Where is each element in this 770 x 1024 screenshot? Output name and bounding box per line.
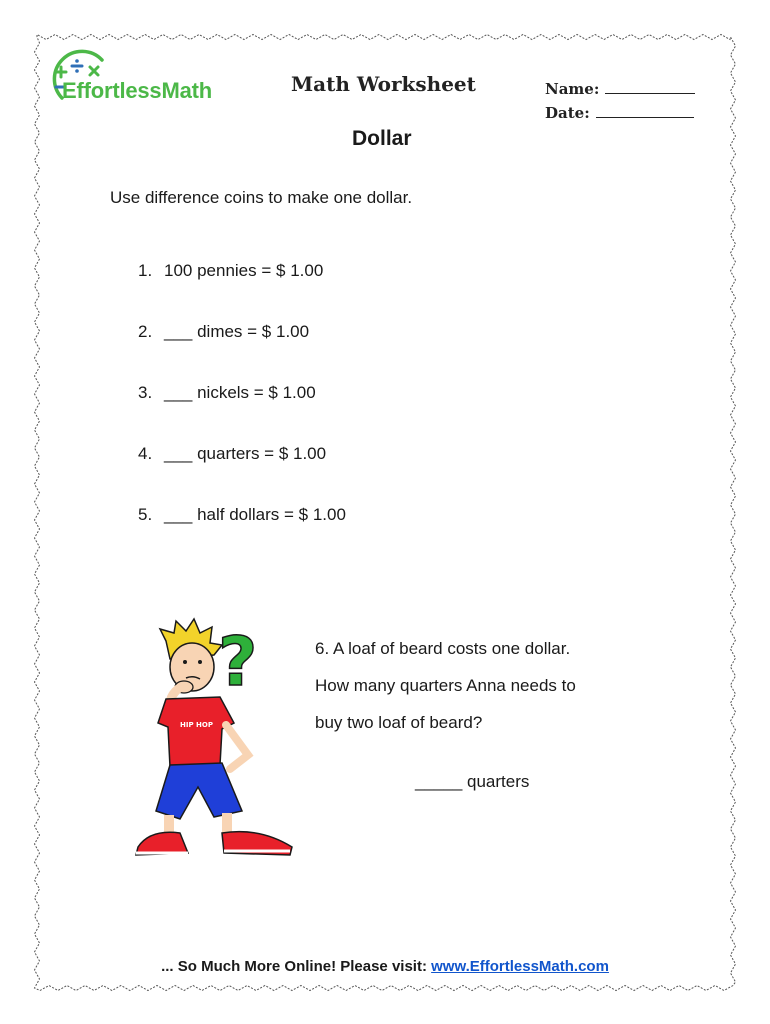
problem-number: 4. — [138, 444, 153, 463]
name-blank — [605, 81, 695, 94]
date-blank — [596, 105, 694, 118]
problem-item — [138, 322, 346, 383]
problem-text: 100 pennies = $ 1.00 — [164, 261, 324, 280]
problem-text: ___ nickels = $ 1.00 — [164, 383, 316, 402]
date-label: Date: — [545, 104, 590, 122]
problem-text: ___ dimes = $ 1.00 — [164, 322, 310, 341]
footer-text: ... So Much More Online! Please visit: — [161, 958, 432, 975]
name-field — [545, 80, 695, 98]
website-link[interactable]: www.EffortlessMath.com — [431, 958, 609, 975]
problem-text: ___ quarters = $ 1.00 — [164, 444, 327, 463]
word-problem — [315, 630, 576, 741]
date-field — [545, 104, 694, 122]
instructions: Use difference coins to make one dollar. — [110, 188, 413, 207]
problem-number: 1. — [138, 261, 153, 280]
problem-list — [138, 261, 346, 566]
problem-text: ___ half dollars = $ 1.00 — [164, 505, 346, 524]
problem-number: 5. — [138, 505, 153, 524]
word-problem-line: buy two loaf of beard? — [315, 713, 483, 732]
problem-item — [138, 444, 346, 505]
problem-number: 2. — [138, 322, 153, 341]
shirt-label: HIP HOP — [180, 721, 213, 729]
thinking-boy-illustration — [130, 615, 300, 860]
logo-wordmark: EffortlessMath — [62, 78, 212, 103]
word-problem-line: 6. A loaf of beard costs one dollar. — [315, 639, 571, 658]
problem-number: 3. — [138, 383, 153, 402]
problem-item — [138, 261, 346, 322]
worksheet-title: Math Worksheet — [291, 72, 476, 96]
problem-item — [138, 383, 346, 444]
footer — [0, 958, 770, 975]
answer-blank: _____ quarters — [415, 772, 530, 791]
question-mark-icon: ? — [218, 623, 258, 702]
problem-item — [138, 505, 346, 566]
name-label: Name: — [545, 80, 600, 98]
word-problem-line: How many quarters Anna needs to — [315, 676, 576, 695]
topic-title: Dollar — [352, 127, 412, 150]
